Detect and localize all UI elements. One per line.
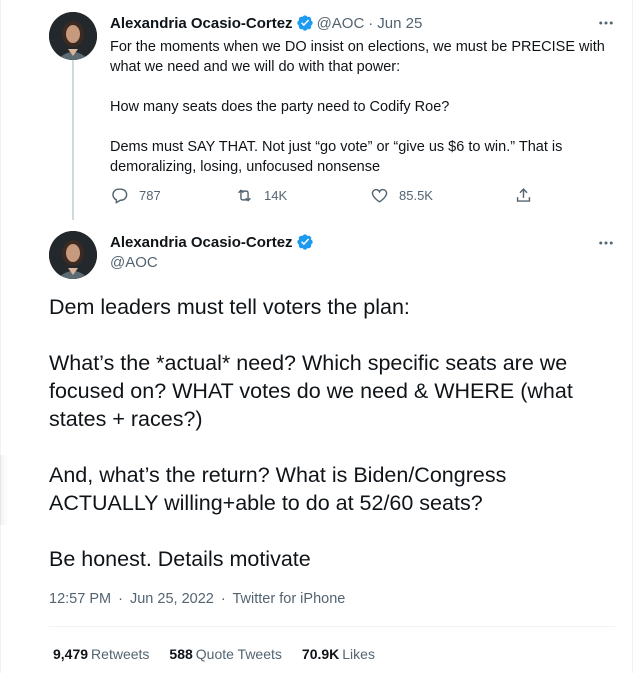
author-name[interactable]: Alexandria Ocasio-Cortez bbox=[110, 14, 293, 32]
quote-tweets-stat[interactable] bbox=[169, 646, 282, 662]
likes-label: Likes bbox=[342, 646, 375, 662]
tweet-date[interactable]: Jun 25, 2022 bbox=[129, 591, 214, 607]
reply-count: 787 bbox=[139, 188, 161, 203]
likes-stat[interactable] bbox=[302, 646, 375, 662]
share-button[interactable] bbox=[514, 186, 543, 205]
avatar[interactable] bbox=[49, 231, 97, 279]
tweet2-paragraph: And, what’s the return? What is Biden/Congress ACTUALLY willing+able to do at 52/60 seats? bbox=[49, 463, 507, 515]
tweet1-line: For the moments when we DO insist on elections, we must be PRECISE with what we need and we will do with that power: bbox=[110, 39, 605, 75]
author-name[interactable]: Alexandria Ocasio-Cortez bbox=[110, 233, 293, 251]
separator-dot: · bbox=[118, 591, 123, 607]
tweet-time[interactable]: 12:57 PM bbox=[49, 591, 112, 607]
quote-tweets-label: Quote Tweets bbox=[195, 646, 282, 662]
tweet-source[interactable]: Twitter for iPhone bbox=[232, 591, 346, 607]
reply-icon bbox=[110, 186, 129, 205]
avatar-photo bbox=[49, 231, 97, 279]
retweets-label: Retweets bbox=[91, 646, 150, 662]
tweet2-paragraph: Be honest. Details motivate bbox=[49, 547, 311, 571]
like-icon bbox=[370, 186, 389, 205]
tweet1-action-bar bbox=[110, 186, 540, 210]
tweet1-line: Dems must SAY THAT. Not just “go vote” or “give us $6 to win.” That is demoralizing, losing, unfocused nonsense bbox=[110, 139, 563, 175]
quote-tweets-count: 588 bbox=[169, 646, 193, 662]
timeline-left-border bbox=[0, 0, 1, 673]
tweet2-text bbox=[49, 293, 619, 573]
tweet-metadata bbox=[49, 591, 345, 607]
avatar-photo bbox=[49, 12, 97, 60]
more-icon[interactable] bbox=[596, 13, 616, 33]
retweet-icon bbox=[235, 186, 254, 205]
retweets-count: 9,479 bbox=[53, 646, 89, 662]
author-handle[interactable]: @AOC bbox=[316, 14, 365, 32]
retweets-stat[interactable] bbox=[53, 646, 149, 662]
tweet-date[interactable]: Jun 25 bbox=[377, 14, 423, 32]
tweet2-paragraph: What’s the *actual* need? Which specific seats are we focused on? WHAT votes do we need & WHERE (what states + races?) bbox=[49, 351, 573, 431]
tweet1-text bbox=[110, 37, 610, 177]
like-button[interactable] bbox=[370, 186, 433, 205]
verified-badge-icon bbox=[296, 14, 314, 32]
separator-dot: · bbox=[368, 14, 374, 32]
share-icon bbox=[514, 186, 533, 205]
thread-connector-line bbox=[72, 60, 74, 220]
stats-divider bbox=[49, 626, 615, 627]
separator-dot: · bbox=[220, 591, 226, 607]
tweet1-header bbox=[110, 14, 422, 32]
timeline-right-border bbox=[632, 0, 633, 673]
tweet1-line: How many seats does the party need to Codify Roe? bbox=[110, 99, 450, 115]
like-count: 85.5K bbox=[399, 188, 433, 203]
author-handle[interactable]: @AOC bbox=[110, 254, 158, 271]
tweet2-paragraph: Dem leaders must tell voters the plan: bbox=[49, 295, 410, 319]
verified-badge-icon bbox=[296, 233, 314, 251]
retweet-button[interactable] bbox=[235, 186, 287, 205]
likes-count: 70.9K bbox=[301, 646, 340, 662]
engagement-stats bbox=[53, 646, 395, 662]
more-icon[interactable] bbox=[596, 233, 616, 253]
reply-button[interactable] bbox=[110, 186, 161, 205]
retweet-count: 14K bbox=[264, 188, 288, 203]
avatar[interactable] bbox=[49, 12, 97, 60]
tweet2-header bbox=[110, 233, 317, 251]
edge-shadow bbox=[0, 455, 8, 525]
